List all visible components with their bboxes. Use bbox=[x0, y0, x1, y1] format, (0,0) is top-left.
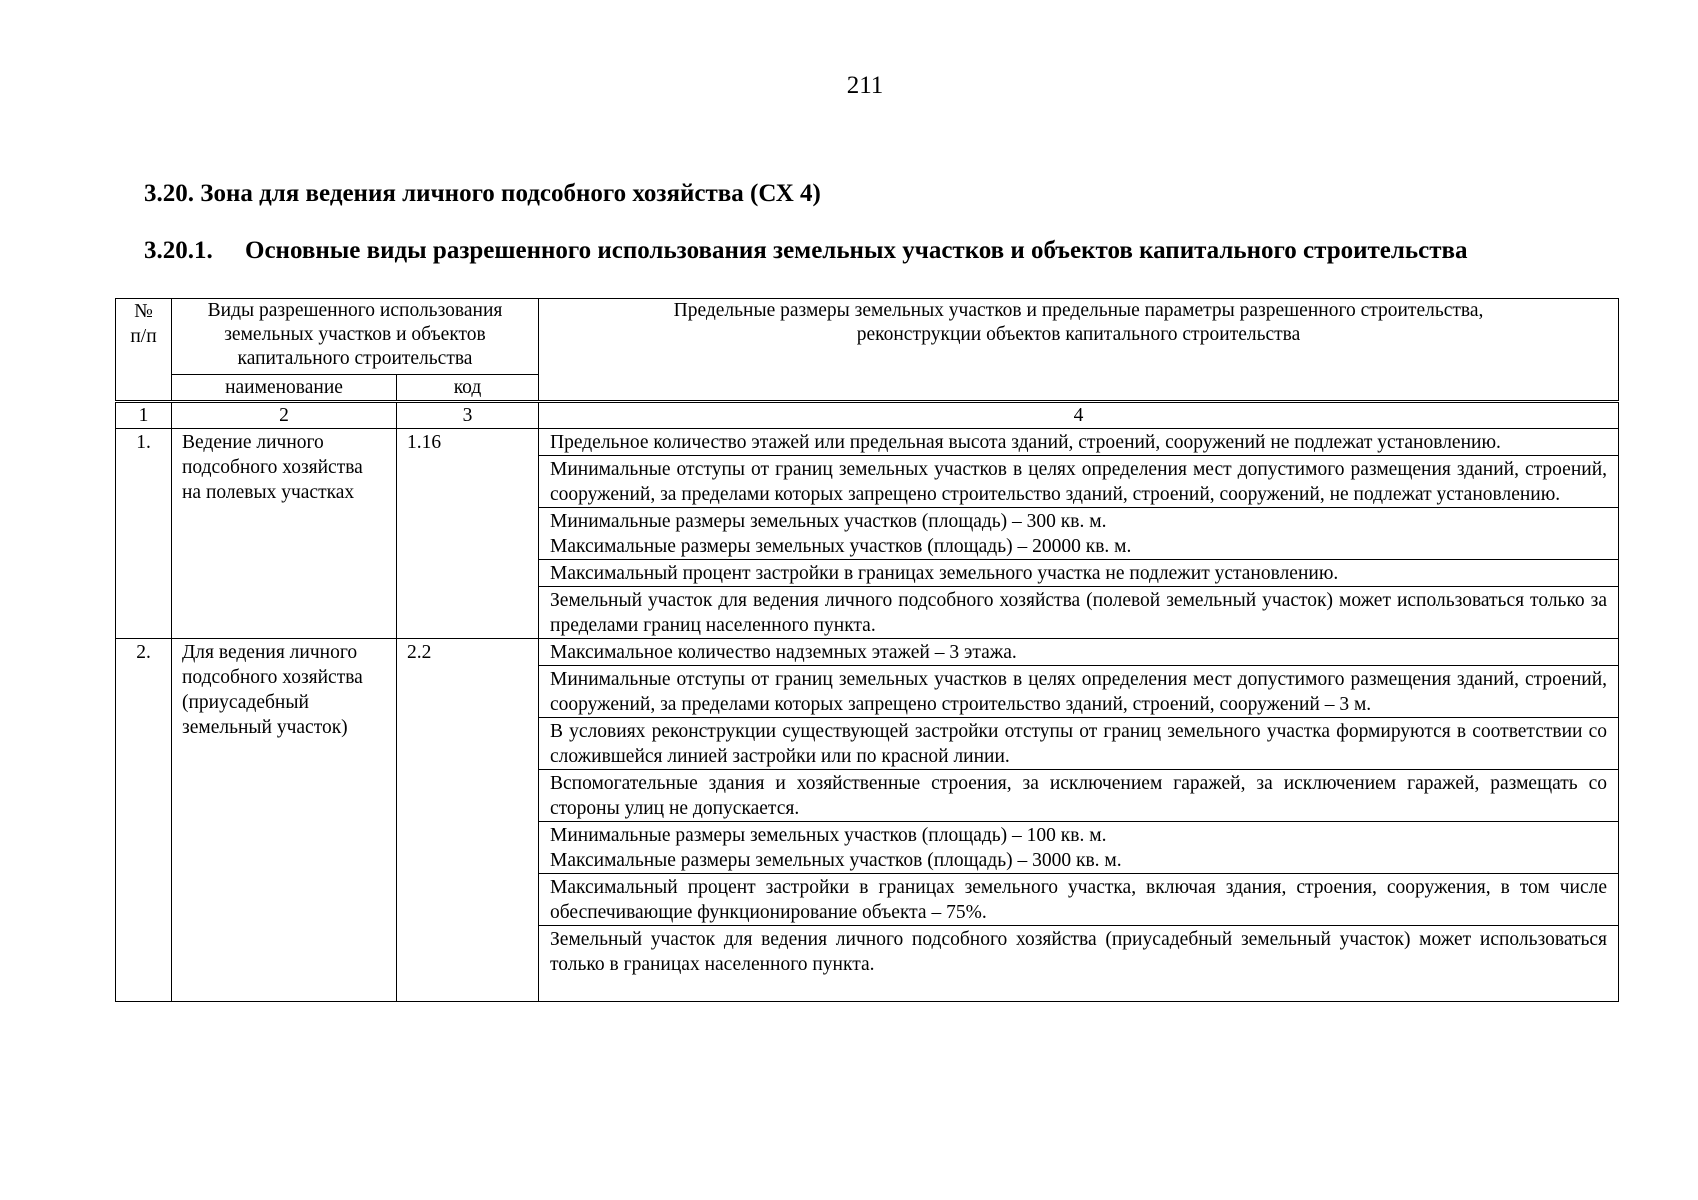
row-use-code: 2.2 bbox=[397, 639, 539, 1002]
header-limits: Предельные размеры земельных участков и предельные параметры разрешенного строительства, реконструкции объектов капитального строительства bbox=[539, 299, 1619, 402]
row-param: Максимальный процент застройки в границах земельного участка не подлежит установлению. bbox=[539, 560, 1619, 587]
subsection-number: 3.20.1. bbox=[144, 237, 213, 264]
row-param: Минимальные отступы от границ земельных участков в целях определения мест допустимого размещения зданий, строений, сооружений, за пределами которых запрещено строительство зданий, строений, сооружений, не подлежат установлению. bbox=[539, 456, 1619, 508]
row-param: Максимальный процент застройки в границах земельного участка, включая здания, строения, сооружения, в том числе обеспечивающие функционирование объекта – 75%. bbox=[539, 874, 1619, 926]
table-row bbox=[116, 429, 1619, 456]
row-param: Вспомогательные здания и хозяйственные строения, за исключением гаражей, за исключением гаражей, размещать со стороны улиц не допускается. bbox=[539, 770, 1619, 822]
table-row bbox=[116, 639, 1619, 666]
header-num: № п/п bbox=[116, 299, 172, 402]
permitted-use-table bbox=[115, 298, 1619, 1002]
column-number: 2 bbox=[172, 402, 397, 429]
row-number: 1. bbox=[116, 429, 172, 639]
row-param: Минимальные размеры земельных участков (площадь) – 300 кв. м. Максимальные размеры земельных участков (площадь) – 20000 кв. м. bbox=[539, 508, 1619, 560]
row-param: Минимальные отступы от границ земельных участков в целях определения мест допустимого размещения зданий, строений, сооружений, за пределами которых запрещено строительство зданий, строений, сооружений – 3 м. bbox=[539, 666, 1619, 718]
subsection-title: Основные виды разрешенного использования земельных участков и объектов капитального строительства bbox=[245, 237, 1468, 264]
section-title: 3.20. Зона для ведения личного подсобного хозяйства (СХ 4) bbox=[144, 180, 821, 207]
header-code: код bbox=[397, 375, 539, 402]
header-row bbox=[116, 299, 1619, 375]
header-types: Виды разрешенного использования земельных участков и объектов капитального строительства bbox=[172, 299, 539, 375]
row-param: Земельный участок для ведения личного подсобного хозяйства (приусадебный земельный участок) может использоваться только в границах населенного пункта. bbox=[539, 926, 1619, 1002]
column-number-row bbox=[116, 402, 1619, 429]
row-use-name: Ведение личного подсобного хозяйства на полевых участках bbox=[172, 429, 397, 639]
header-name: наименование bbox=[172, 375, 397, 402]
column-number: 1 bbox=[116, 402, 172, 429]
row-use-name: Для ведения личного подсобного хозяйства (приусадебный земельный участок) bbox=[172, 639, 397, 1002]
row-use-code: 1.16 bbox=[397, 429, 539, 639]
column-number: 4 bbox=[539, 402, 1619, 429]
row-param: Предельное количество этажей или предельная высота зданий, строений, сооружений не подлежат установлению. bbox=[539, 429, 1619, 456]
row-param: Минимальные размеры земельных участков (площадь) – 100 кв. м. Максимальные размеры земельных участков (площадь) – 3000 кв. м. bbox=[539, 822, 1619, 874]
column-number: 3 bbox=[397, 402, 539, 429]
row-param: В условиях реконструкции существующей застройки отступы от границ земельного участка формируются в соответствии со сложившейся линией застройки или по красной линии. bbox=[539, 718, 1619, 770]
row-param: Максимальное количество надземных этажей – 3 этажа. bbox=[539, 639, 1619, 666]
row-param: Земельный участок для ведения личного подсобного хозяйства (полевой земельный участок) может использоваться только за пределами границ населенного пункта. bbox=[539, 587, 1619, 639]
row-number: 2. bbox=[116, 639, 172, 1002]
subsection-heading bbox=[144, 236, 1616, 266]
page-number: 211 bbox=[846, 72, 884, 99]
